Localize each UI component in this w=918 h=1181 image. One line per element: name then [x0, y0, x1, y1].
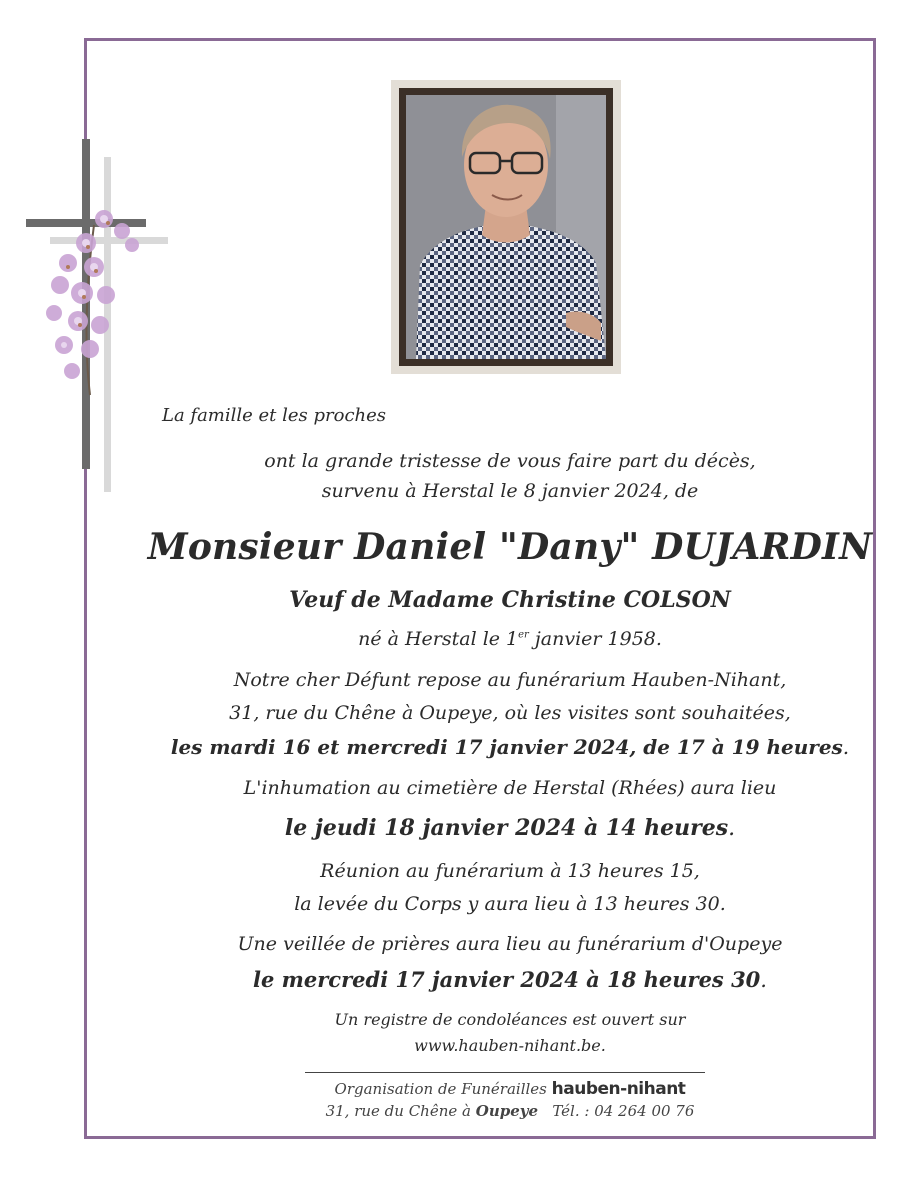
burial-date: le jeudi 18 janvier 2024 à 14 heures.: [284, 815, 736, 841]
organizer-address: 31, rue du Chêne à Oupeye Tél. : 04 264 00 76: [325, 1102, 695, 1120]
meeting-line-1: Réunion au funérarium à 13 heures 15,: [320, 860, 700, 882]
birth-info: né à Herstal le 1er janvier 1958.: [358, 628, 662, 650]
rest-line-1: Notre cher Défunt repose au funérarium Hauben-Nihant,: [233, 669, 787, 691]
portrait-photo: [406, 95, 606, 359]
visits-dates: les mardi 16 et mercredi 17 janvier 2024, de 17 à 19 heures.: [170, 735, 850, 759]
vigil-date: le mercredi 17 janvier 2024 à 18 heures 30.: [253, 967, 767, 992]
rest-line-2: 31, rue du Chêne à Oupeye, où les visites sont souhaitées,: [229, 702, 791, 724]
cross-with-orchids-icon: [24, 135, 174, 495]
vigil-line: Une veillée de prières aura lieu au funérarium d'Oupeye: [237, 933, 783, 955]
burial-line: L'inhumation au cimetière de Herstal (Rhées) aura lieu: [243, 777, 777, 799]
announcement-line-2: survenu à Herstal le 8 janvier 2024, de: [321, 480, 699, 502]
footer-divider: [305, 1072, 705, 1073]
intro-text: La famille et les proches: [162, 405, 387, 426]
portrait-frame: [391, 80, 621, 374]
register-line-1: Un registre de condoléances est ouvert sur: [334, 1010, 686, 1029]
brand-logo: hauben-nihant: [551, 1079, 686, 1099]
announcement-line-1: ont la grande tristesse de vous faire part du décès,: [264, 450, 756, 472]
organizer-line: Organisation de Funérailles hauben-nihant: [334, 1079, 686, 1099]
register-link[interactable]: www.hauben-nihant.be.: [414, 1036, 606, 1055]
meeting-line-2: la levée du Corps y aura lieu à 13 heures 30.: [294, 893, 726, 915]
deceased-name: Monsieur Daniel "Dany" DUJARDIN: [147, 526, 873, 568]
widower-of: Veuf de Madame Christine COLSON: [289, 587, 731, 613]
